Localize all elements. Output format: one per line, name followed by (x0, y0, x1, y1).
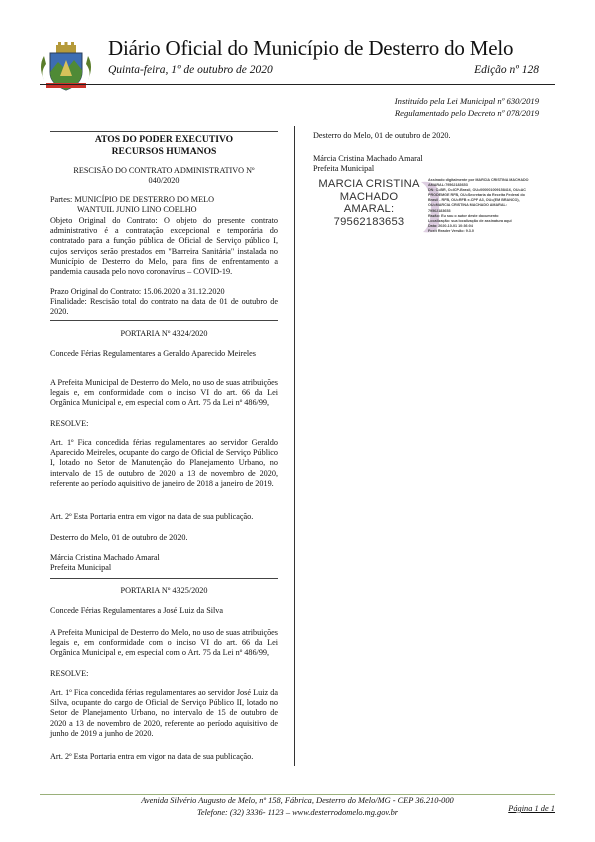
portaria-4324-signer-name: Márcia Cristina Machado Amaral (50, 553, 160, 562)
party-contractor: WANTUIL JUNIO LINO COELHO (77, 205, 197, 215)
signature-detail-line: DN: C=BR, O=ICP-Brasil, OU=000001009158416, OU=AC (428, 188, 526, 193)
portaria-4324-title: PORTARIA Nº 4324/2020 (120, 329, 208, 338)
footer-address: Avenida Silvério Augusto de Melo, nº 158, Fábrica, Desterro do Melo/MG - CEP 36.210-000 (141, 796, 454, 805)
rescisao-purpose: Finalidade: Rescisão total do contrato na data de 01 de outubro de 2020. (50, 297, 278, 317)
rescisao-parties (50, 195, 278, 215)
portaria-4325-article-2: Art. 2º Esta Portaria entra em vigor na data de sua publicação. (50, 752, 254, 761)
divider (50, 578, 278, 579)
rescisao-object: Objeto Original do Contrato: O objeto do presente contrato administrativo é a contratação excepcional e temporária do contratado para a função pública de Oficial de Serviço público I, cujos serviços serão prestados em "Barreira Sanitária" instalada no Município de Desterro do Melo, para fins de enfrentamento a pandemia causada pelo novo coronavírus – COVID-19. (50, 216, 278, 277)
portaria-4324-preamble: A Prefeita Municipal de Desterro do Melo, no uso de suas atribuições legais e, em conformidade com o inciso VI do art. 66 da Lei Orgânica Municipal e, em especial com o Art. 75 da Lei nº 486/99, (50, 378, 278, 408)
portaria-4325-title: PORTARIA Nº 4325/2020 (120, 586, 208, 595)
signature-detail-line: Localização: sua localização de assinatura aqui (428, 218, 512, 223)
parties-label: Partes: (50, 195, 73, 204)
portaria-4324-article-1: Art. 1º Fica concedida férias regulamentares ao servidor Geraldo Aparecido Meireles, ocupante do cargo de Oficial de Serviço Público I, lotado no Setor de Manutenção do Planejamento Urbano, no intervalo de 15 de outubro de 2020 a 13 de novembro de 2020, referente ao período aquisitivo de janeiro de 2018 a janeiro de 2019. (50, 438, 278, 488)
portaria-4325-signer-name: Márcia Cristina Machado Amaral (313, 154, 423, 163)
portaria-4325-place-date: Desterro do Melo, 01 de outubro de 2020. (313, 131, 451, 140)
signature-detail-line: Foxit Reader Versão: 9.3.0 (428, 228, 474, 233)
signature-detail-line: Assinado digitalmente por MARCIA CRISTINA MACHADO (428, 178, 529, 182)
page-number: Página 1 de 1 (508, 804, 555, 813)
instituted-law: Instituído pela Lei Municipal nº 630/2019 (394, 96, 539, 106)
signature-name-line1: MARCIA CRISTINA (318, 178, 420, 190)
edition-number: Edição nº 128 (474, 64, 539, 76)
signature-details (428, 178, 548, 234)
rescisao-title-line1: RESCISÃO DO CONTRATO ADMINISTRATIVO Nº (73, 166, 255, 175)
portaria-4325-resolve: RESOLVE: (50, 669, 89, 678)
signature-detail-line: AMARAL:79562183653 (428, 183, 468, 188)
portaria-4324-resolve: RESOLVE: (50, 419, 89, 428)
signature-detail-line: PRODEMGE RFB, OU=Secretaria da Receita Federal do (428, 193, 525, 198)
portaria-4325-article-1: Art. 1º Fica concedida férias regulamentares ao servidor José Luiz da Silva, ocupante do cargo de Oficial de Serviço Público II, lotado no Setor de Planejamento Urbano, no intervalo de 15 de outubro de 2020 a 13 de novembro de 2020, referente ao período aquisitivo de junho de 2019 a junho de 2020. (50, 688, 278, 738)
party-municipality: MUNICÍPIO DE DESTERRO DO MELO (74, 195, 214, 204)
section-title-executive: ATOS DO PODER EXECUTIVO (94, 134, 234, 145)
signature-cpf: 79562183653 (333, 215, 405, 228)
section-heading (50, 131, 278, 158)
portaria-4325-preamble: A Prefeita Municipal de Desterro do Melo, no uso de suas atribuições legais e, em conformidade com o inciso VI do art. 66 da Lei Orgânica Municipal e, em especial com o Art. 75 da Lei nº 486/99, (50, 628, 278, 658)
signature-name-line3: AMARAL: (343, 203, 395, 215)
signature-detail-line: Data: 2020-10-01 10:36:04 (428, 223, 473, 228)
signature-detail-line: Brasil - RFB, OU=RFB e-CPF A3, OU=(EM BRANCO), (428, 198, 520, 203)
publication-date: Quinta-feira, 1º de outubro de 2020 (108, 64, 273, 76)
portaria-4324-summary: Concede Férias Regulamentares a Geraldo Aparecido Meireles (50, 349, 256, 358)
signature-detail-line: 79562183653 (428, 208, 451, 213)
portaria-4324-article-2: Art. 2º Esta Portaria entra em vigor na data de sua publicação. (50, 512, 254, 521)
portaria-4324-place-date: Desterro do Melo, 01 de outubro de 2020. (50, 533, 188, 542)
footer-divider (40, 794, 555, 795)
signature-name-line2: MACHADO (339, 190, 399, 203)
header-divider (40, 84, 555, 85)
signature-detail-line: OU=MARCIA CRISTINA MACHADO AMARAL: (428, 203, 507, 208)
newspaper-title: Diário Oficial do Município de Desterro do Melo (108, 36, 514, 60)
signature-detail-line: Razão: Eu sou o autor deste documento (428, 213, 499, 218)
rescisao-term: Prazo Original do Contrato: 15.06.2020 a 31.12.2020 (50, 287, 225, 296)
section-rule-top (50, 131, 278, 132)
rescisao-title-line2: 040/2020 (148, 176, 180, 186)
section-title-hr: RECURSOS HUMANOS (111, 146, 217, 157)
column-divider (294, 126, 295, 766)
regulated-decree: Regulamentado pelo Decreto nº 078/2019 (394, 108, 539, 118)
signature-signer-name (313, 178, 425, 228)
portaria-4325-signer-role: Prefeita Municipal (313, 164, 375, 173)
footer-contact: Telefone: (32) 3336- 1123 – www.desterrodomelo.mg.gov.br (196, 808, 399, 817)
portaria-4324-signer-role: Prefeita Municipal (50, 563, 112, 572)
portaria-4325-summary: Concede Férias Regulamentares a José Luiz da Silva (50, 606, 224, 615)
divider (50, 320, 278, 321)
rescisao-title (50, 166, 278, 186)
